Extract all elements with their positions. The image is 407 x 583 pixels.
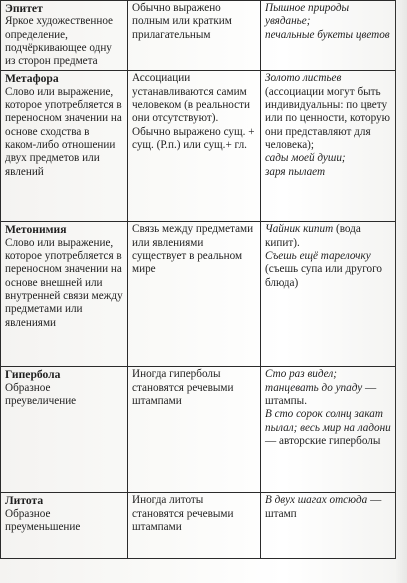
example-line — [265, 29, 391, 42]
term-title: Эпитет — [5, 2, 43, 15]
example-text: печальные букеты цветов — [265, 28, 390, 41]
term-title: Гипербола — [5, 368, 61, 382]
term-cell — [1, 367, 128, 493]
example-note: — авторские гиперболы — [265, 434, 381, 447]
term-title: Литота — [5, 494, 44, 508]
example-line — [265, 152, 391, 165]
example-note: (съешь супа или другого блюда) — [265, 263, 383, 289]
example-text: Съешь ещё тарелочку — [265, 250, 371, 263]
table-row — [1, 367, 396, 493]
example-note: (ассоциации могут быть индивидуальны: по цвету или по ценности, которую они представляют для человека); — [265, 85, 391, 151]
example-text: Сто раз видел; танцевать до упаду — [265, 368, 363, 394]
term-definition: Образное преувеличение — [5, 381, 77, 408]
means-text: Ассоциации устанавливаются самим человеком (в реальности они отсутствуют). Обычно выражено сущ. + сущ. (Р.п.) или сущ.+ гл. — [132, 72, 255, 151]
means-text: Иногда гиперболы становятся речевыми штампами — [132, 368, 234, 408]
table-row — [1, 1, 396, 71]
term-cell — [1, 1, 128, 71]
term-cell — [1, 71, 128, 222]
example-line — [265, 223, 391, 250]
example-text: сады моей души; — [265, 152, 346, 165]
example-text: В двух шагах отсюда — [265, 494, 368, 507]
examples-cell — [261, 71, 396, 222]
means-cell — [128, 222, 261, 367]
term-title: Метафора — [5, 72, 59, 86]
term-definition: Слово или выражение, которое употребляется в переносном значении на основе сходства в каком-либо отношении двух предметов или явлений — [5, 85, 122, 178]
table-row — [1, 71, 396, 222]
examples-cell — [261, 493, 396, 559]
example-line — [265, 408, 391, 448]
term-cell — [1, 493, 128, 559]
means-cell — [128, 493, 261, 559]
examples-cell — [261, 1, 396, 71]
means-cell — [128, 367, 261, 493]
term-definition: Слово или выражение, которое употребляется в переносном значении на основе внешней или внутренней связи между предметами или явлениями — [5, 236, 123, 329]
examples-cell — [261, 222, 396, 367]
example-line — [265, 72, 391, 152]
example-line — [265, 166, 391, 179]
example-note: (вода кипит). — [265, 223, 361, 249]
example-text: В сто сорок солнц закат пылал; весь мир на ладони — [265, 408, 391, 434]
example-text: Чайник кипит — [265, 223, 334, 236]
page-edge-shadow — [395, 0, 407, 583]
example-note: — штамп — [265, 494, 382, 520]
example-text: Пышное природы увяданье; — [265, 2, 350, 28]
table-row — [1, 222, 396, 367]
examples-cell — [261, 367, 396, 493]
example-line — [265, 2, 391, 29]
example-line — [265, 368, 391, 408]
example-text: заря пылает — [265, 165, 326, 178]
term-definition: Образное преуменьшение — [5, 507, 81, 534]
means-text: Связь между предметами или явлениями существует в реальном мире — [132, 223, 254, 276]
term-cell — [1, 222, 128, 367]
table-row — [1, 493, 396, 559]
example-line — [265, 494, 391, 521]
term-title: Метонимия — [5, 223, 67, 237]
means-text: Обычно выражено полным или кратким прилагательным — [132, 2, 232, 41]
example-note: — штампы. — [265, 381, 377, 408]
example-line — [265, 250, 391, 290]
example-text: Золото листьев — [265, 72, 342, 85]
means-cell — [128, 71, 261, 222]
term-definition: Яркое художественное определение, подчёркивающее одну из сторон предмета — [5, 15, 114, 68]
means-cell — [128, 1, 261, 71]
means-text: Иногда литоты становятся речевыми штампами — [132, 494, 234, 534]
